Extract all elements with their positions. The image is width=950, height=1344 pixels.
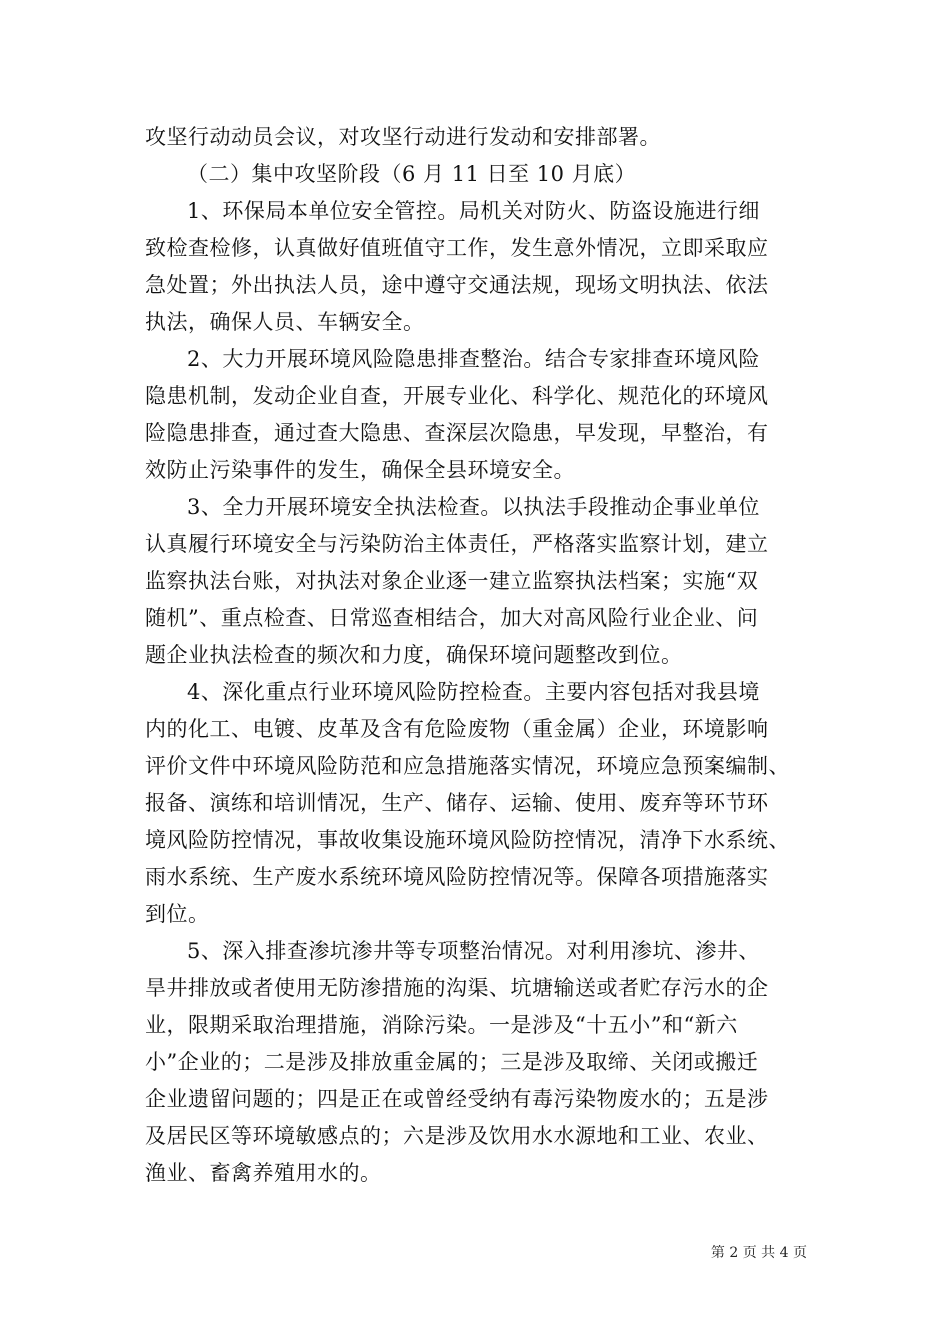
paragraph-line: 渔业、畜禽养殖用水的。 bbox=[145, 1161, 382, 1185]
paragraph-line: 急处置；外出执法人员，途中遵守交通法规，现场文明执法、依法 bbox=[145, 273, 769, 297]
paragraph-line: 认真履行环境安全与污染防治主体责任，严格落实监察计划，建立 bbox=[145, 532, 769, 556]
paragraph-line: 监察执法台账，对执法对象企业逐一建立监察执法档案；实施“双 bbox=[145, 569, 759, 593]
paragraph-line: 5、深入排查渗坑渗井等专项整治情况。对利用渗坑、渗井、 bbox=[187, 939, 760, 963]
paragraph-line: 3、全力开展环境安全执法检查。以执法手段推动企事业单位 bbox=[187, 495, 760, 519]
paragraph-line: 旱井排放或者使用无防渗措施的沟渠、坑塘输送或者贮存污水的企 bbox=[145, 976, 769, 1000]
paragraph-line: 雨水系统、生产废水系统环境风险防控情况等。保障各项措施落实 bbox=[145, 865, 769, 889]
paragraph-line: 致检查检修，认真做好值班值守工作，发生意外情况，立即采取应 bbox=[145, 236, 769, 260]
paragraph-line: 企业遗留问题的；四是正在或曾经受纳有毒污染物废水的；五是涉 bbox=[145, 1087, 769, 1111]
paragraph-line: 业，限期采取治理措施，消除污染。一是涉及“十五小”和“新六 bbox=[145, 1013, 738, 1037]
paragraph-line: 小”企业的；二是涉及排放重金属的；三是涉及取缔、关闭或搬迁 bbox=[145, 1050, 759, 1074]
paragraph-line: 评价文件中环境风险防范和应急措施落实情况，环境应急预案编制、 bbox=[145, 754, 790, 778]
paragraph-line: 随机”、重点检查、日常巡查相结合，加大对高风险行业企业、问 bbox=[145, 606, 759, 630]
section-heading: （二）集中攻坚阶段（6 月 11 日至 10 月底） bbox=[187, 162, 637, 186]
paragraph-line: 报备、演练和培训情况，生产、储存、运输、使用、废弃等环节环 bbox=[145, 791, 769, 815]
paragraph-line: 攻坚行动动员会议，对攻坚行动进行发动和安排部署。 bbox=[145, 125, 661, 149]
paragraph-line: 1、环保局本单位安全管控。局机关对防火、防盗设施进行细 bbox=[187, 199, 760, 223]
paragraph-line: 险隐患排查，通过查大隐患、查深层次隐患，早发现，早整治，有 bbox=[145, 421, 769, 445]
paragraph-line: 执法，确保人员、车辆安全。 bbox=[145, 310, 425, 334]
paragraph-line: 2、大力开展环境风险隐患排查整治。结合专家排查环境风险 bbox=[187, 347, 760, 371]
paragraph-line: 隐患机制，发动企业自查，开展专业化、科学化、规范化的环境风 bbox=[145, 384, 769, 408]
paragraph-line: 到位。 bbox=[145, 902, 210, 926]
paragraph-line: 4、深化重点行业环境风险防控检查。主要内容包括对我县境 bbox=[187, 680, 760, 704]
paragraph-line: 及居民区等环境敏感点的；六是涉及饮用水水源地和工业、农业、 bbox=[145, 1124, 769, 1148]
paragraph-line: 内的化工、电镀、皮革及含有危险废物（重金属）企业，环境影响 bbox=[145, 717, 769, 741]
page-number-footer: 第 2 页 共 4 页 bbox=[710, 1245, 807, 1261]
paragraph-line: 境风险防控情况，事故收集设施环境风险防控情况，清净下水系统、 bbox=[145, 828, 790, 852]
paragraph-line: 题企业执法检查的频次和力度，确保环境问题整改到位。 bbox=[145, 643, 683, 667]
paragraph-line: 效防止污染事件的发生，确保全县环境安全。 bbox=[145, 458, 575, 482]
